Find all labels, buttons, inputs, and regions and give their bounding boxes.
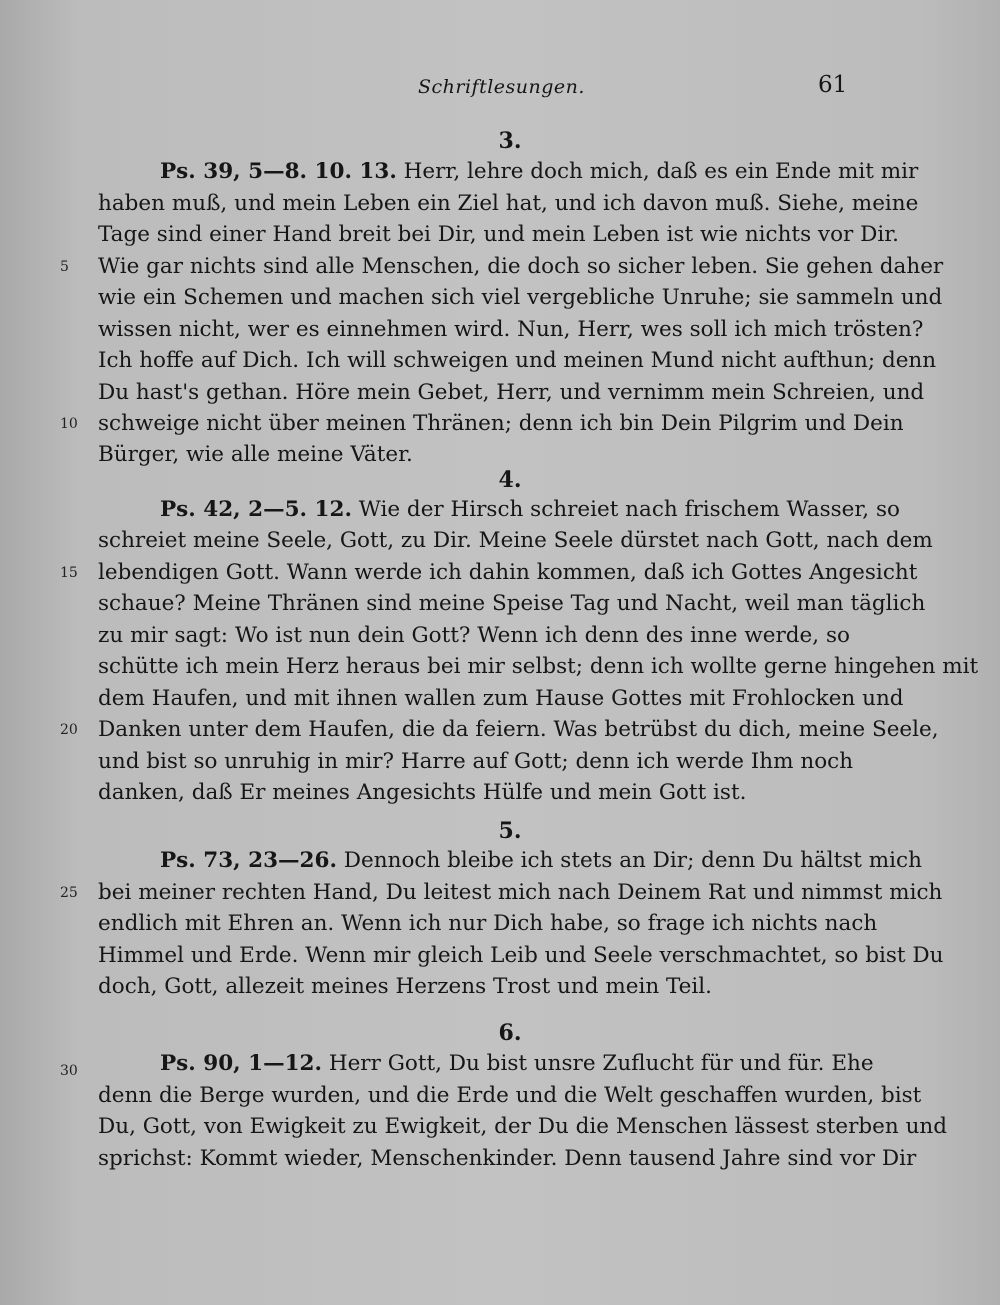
- text-span: Herr Gott, Du bist unsre Zuflucht für und für. Ehe: [322, 1051, 874, 1076]
- page-number: 61: [818, 72, 848, 98]
- text-line: bei meiner rechten Hand, Du leitest mich nach Deinem Rat und nimmst mich: [98, 880, 943, 905]
- line-number: 10: [60, 416, 78, 432]
- text-line: Wie gar nichts sind alle Menschen, die doch so sicher leben. Sie gehen daher: [98, 254, 944, 279]
- page-header: [0, 72, 1000, 102]
- text-line: lebendigen Gott. Wann werde ich dahin kommen, daß ich Gottes Angesicht: [98, 560, 918, 585]
- line-number: 30: [60, 1063, 78, 1079]
- line-number: 25: [60, 885, 78, 901]
- scripture-reference: Ps. 90, 1—12.: [160, 1051, 322, 1076]
- text-line: doch, Gott, allezeit meines Herzens Trost und mein Teil.: [98, 974, 712, 999]
- text-line: dem Haufen, und mit ihnen wallen zum Hause Gottes mit Frohlocken und: [98, 686, 904, 711]
- text-span: Dennoch bleibe ich stets an Dir; denn Du hältst mich: [336, 848, 922, 873]
- text-line: Du hast's gethan. Höre mein Gebet, Herr, und vernimm mein Schreien, und: [98, 380, 925, 405]
- running-title: Schriftlesungen.: [418, 76, 585, 98]
- text-line: endlich mit Ehren an. Wenn ich nur Dich habe, so frage ich nichts nach: [98, 911, 878, 936]
- text-span: Herr, lehre doch mich, daß es ein Ende mit mir: [396, 159, 919, 184]
- section-number: 4.: [498, 467, 522, 493]
- text-line: sprichst: Kommt wieder, Menschenkinder. Denn tausend Jahre sind vor Dir: [98, 1146, 917, 1171]
- line-number: 15: [60, 565, 78, 581]
- text-line: Ich hoffe auf Dich. Ich will schweigen und meinen Mund nicht aufthun; denn: [98, 348, 937, 373]
- text-line: [160, 1048, 874, 1080]
- scripture-reference: Ps. 39, 5—8. 10. 13.: [160, 159, 397, 184]
- text-line: schaue? Meine Thränen sind meine Speise Tag und Nacht, weil man täglich: [98, 591, 926, 616]
- section-number: 6.: [498, 1020, 522, 1046]
- text-line: Himmel und Erde. Wenn mir gleich Leib und Seele verschmachtet, so bist Du: [98, 943, 944, 968]
- text-line: und bist so unruhig in mir? Harre auf Gott; denn ich werde Ihm noch: [98, 749, 854, 774]
- text-line: Danken unter dem Haufen, die da feiern. Was betrübst du dich, meine Seele,: [98, 717, 939, 742]
- section-number: 3.: [498, 128, 522, 154]
- text-line: wissen nicht, wer es einnehmen wird. Nun, Herr, wes soll ich mich trösten?: [98, 317, 924, 342]
- text-line: Tage sind einer Hand breit bei Dir, und mein Leben ist wie nichts vor Dir.: [98, 222, 900, 247]
- scripture-reference: Ps. 73, 23—26.: [160, 848, 337, 873]
- text-line: denn die Berge wurden, und die Erde und die Welt geschaffen wurden, bist: [98, 1083, 922, 1108]
- text-line: schreiet meine Seele, Gott, zu Dir. Meine Seele dürstet nach Gott, nach dem: [98, 528, 933, 553]
- text-line: danken, daß Er meines Angesichts Hülfe und mein Gott ist.: [98, 780, 747, 805]
- text-line: [160, 494, 900, 526]
- text-line: haben muß, und mein Leben ein Ziel hat, und ich davon muß. Siehe, meine: [98, 191, 919, 216]
- line-number: 5: [60, 259, 69, 275]
- text-line: schütte ich mein Herz heraus bei mir selbst; denn ich wollte gerne hingehen mit: [98, 654, 979, 679]
- text-line: [160, 845, 922, 877]
- line-number: 20: [60, 722, 78, 738]
- text-line: zu mir sagt: Wo ist nun dein Gott? Wenn ich denn des inne werde, so: [98, 623, 850, 648]
- text-line: Du, Gott, von Ewigkeit zu Ewigkeit, der Du die Menschen lässest sterben und: [98, 1114, 948, 1139]
- text-line: schweige nicht über meinen Thränen; denn ich bin Dein Pilgrim und Dein: [98, 411, 904, 436]
- text-line: [160, 156, 919, 188]
- text-line: Bürger, wie alle meine Väter.: [98, 442, 413, 467]
- scripture-reference: Ps. 42, 2—5. 12.: [160, 497, 352, 522]
- text-span: Wie der Hirsch schreiet nach frischem Wasser, so: [351, 497, 900, 522]
- section-number: 5.: [498, 818, 522, 844]
- text-line: wie ein Schemen und machen sich viel vergebliche Unruhe; sie sammeln und: [98, 285, 943, 310]
